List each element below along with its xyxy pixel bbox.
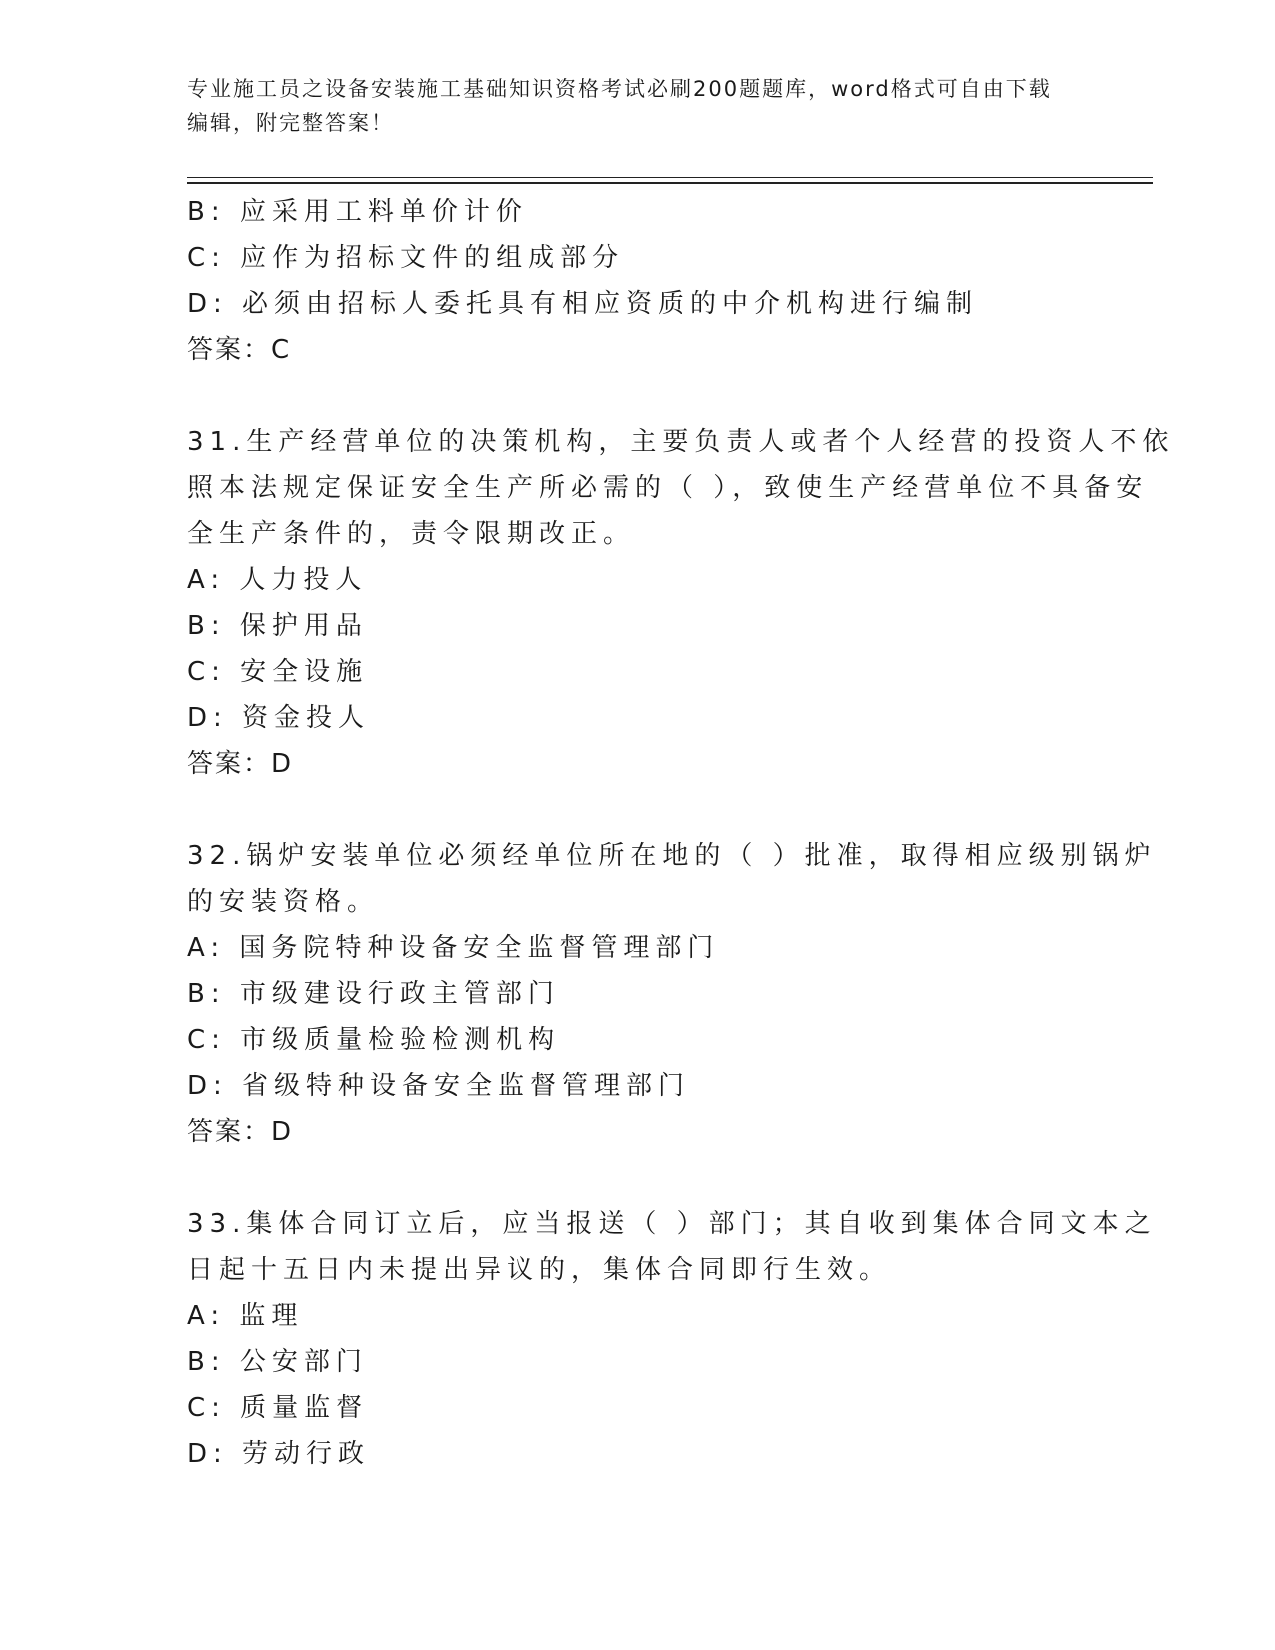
option-a: A: 人力投人 [187, 565, 368, 595]
header-divider-thick [187, 182, 1153, 184]
document-header: 专业施工员之设备安装施工基础知识资格考试必刷200题题库，word格式可自由下载编辑，附完整答案！ [187, 77, 1052, 135]
question-stem-line: 的安装资格。 [187, 887, 380, 917]
option-b: B: 保护用品 [187, 611, 368, 641]
answer-line: 答案：D [187, 749, 294, 779]
option-c: C: 市级质量检验检测机构 [187, 1025, 561, 1055]
option-c: C: 安全设施 [187, 657, 369, 687]
option-d: D: 资金投人 [187, 703, 371, 733]
option-b: B: 应采用工料单价计价 [187, 197, 528, 227]
spacer [187, 373, 1087, 419]
option-d: D: 必须由招标人委托具有相应资质的中介机构进行编制 [187, 289, 979, 319]
question-stem-line: 31.生产经营单位的决策机构，主要负责人或者个人经营的投资人不依 [187, 427, 1175, 457]
question-stem-line: 日起十五日内未提出异议的，集体合同即行生效。 [187, 1255, 892, 1285]
option-c: C: 质量监督 [187, 1393, 369, 1423]
option-a: A: 监理 [187, 1301, 304, 1331]
option-d: D: 劳动行政 [187, 1439, 371, 1469]
answer-line: 答案：C [187, 335, 292, 365]
answer-line: 答案：D [187, 1117, 294, 1147]
question-stem-line: 33.集体合同订立后，应当报送（ ）部门；其自收到集体合同文本之 [187, 1209, 1157, 1239]
question-stem-line: 全生产条件的，责令限期改正。 [187, 519, 636, 549]
option-c: C: 应作为招标文件的组成部分 [187, 243, 625, 273]
question-stem-line: 照本法规定保证安全生产所必需的（ ），致使生产经营单位不具备安 [187, 473, 1149, 503]
option-b: B: 市级建设行政主管部门 [187, 979, 560, 1009]
question-30-continuation [187, 189, 1087, 373]
spacer [187, 787, 1087, 833]
question-31 [187, 419, 1175, 787]
option-d: D: 省级特种设备安全监督管理部门 [187, 1071, 691, 1101]
option-a: A: 国务院特种设备安全监督管理部门 [187, 933, 720, 963]
spacer [187, 1155, 1087, 1201]
question-list [187, 189, 1175, 1477]
header-divider-thin [187, 177, 1153, 178]
question-32 [187, 833, 1157, 1155]
option-b: B: 公安部门 [187, 1347, 368, 1377]
question-stem-line: 32.锅炉安装单位必须经单位所在地的（ ）批准，取得相应级别锅炉 [187, 841, 1157, 871]
question-33 [187, 1201, 1157, 1477]
